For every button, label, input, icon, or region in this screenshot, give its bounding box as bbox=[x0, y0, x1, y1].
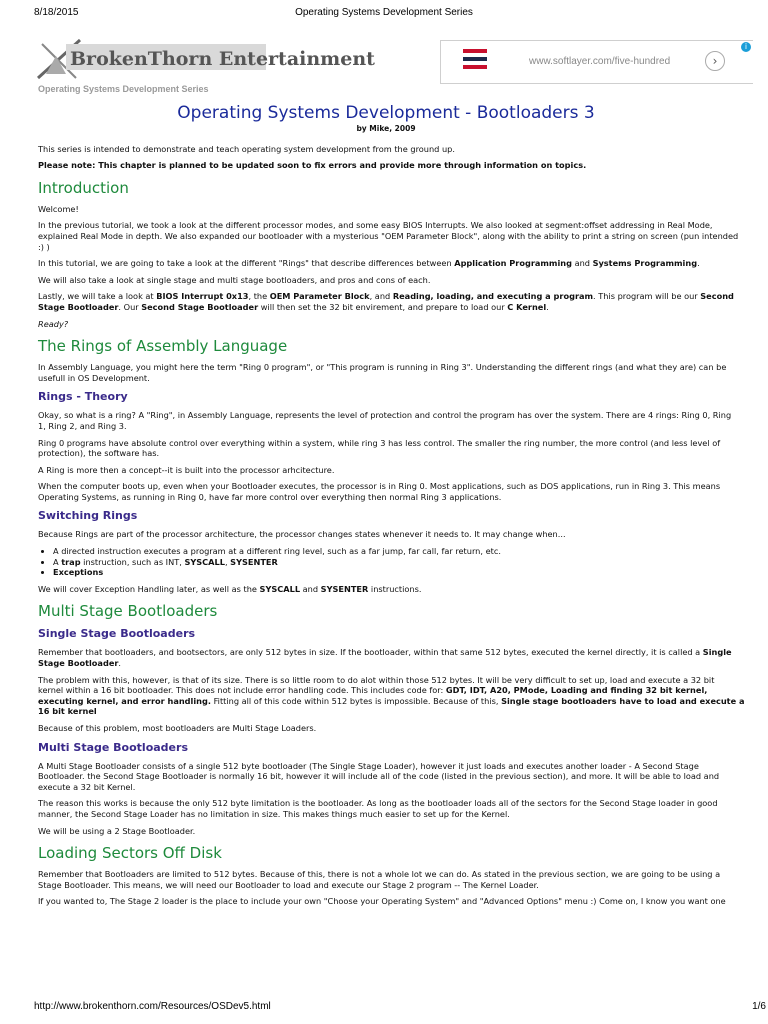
text-run: . This program will be our bbox=[593, 291, 701, 302]
text-run: . bbox=[546, 301, 549, 312]
text-line: explained Real Mode in depth. We also expanded our bootloader with a mysterious "OEM Parameter Block", along with the ability to print a string on screen (pun intended bbox=[38, 230, 739, 241]
text-run: instructions. bbox=[368, 583, 422, 594]
single-paragraph-1 bbox=[38, 647, 768, 668]
text-line: Bootloader. the Second Stage Bootloader is normally 16 bit, however it will include all of the code (listed in the previous section), and more. It will be able to load and bbox=[38, 771, 720, 782]
text-line bbox=[38, 647, 732, 657]
text-line: A Multi Stage Bootloader consists of a single 512 byte bootloader (The Single Stage Loader), however it just loads and executes another loader - A Second Stage bbox=[38, 760, 699, 771]
brokenthorn-logo[interactable] bbox=[36, 34, 375, 84]
text-run: , and bbox=[369, 291, 393, 302]
intro-paragraph-3: We will also take a look at single stage and multi stage bootloaders, and pros and cons of each. bbox=[38, 274, 431, 285]
single-paragraph-3: Because of this problem, most bootloaders are Multi Stage Loaders. bbox=[38, 723, 317, 733]
text-line: In the previous tutorial, we took a look at the different processor modes, and some easy BIOS Interrupts. We also looked at segment:offset addressing in Real Mode, bbox=[38, 220, 713, 231]
update-note bbox=[38, 160, 768, 171]
switching-paragraph-1: Because Rings are part of the processor architecture, the processor changes states whenever it needs to. It may change when... bbox=[38, 529, 566, 540]
text-run: In this tutorial, we are going to take a look at the different "Rings" that describe differences between bbox=[38, 258, 455, 269]
text-run: Stage Bootloader bbox=[38, 301, 119, 312]
rings-paragraph-1 bbox=[38, 362, 768, 383]
text-line: usefull in OS Development. bbox=[38, 372, 150, 383]
multi-paragraph-3: We will be using a 2 Stage Bootloader. bbox=[38, 825, 196, 836]
logo-text: BrokenThorn Entertainment bbox=[70, 48, 375, 70]
text-line: 16 bit kernel bbox=[38, 706, 97, 717]
text-line: Ring 0 programs have absolute control over everything within a system, while ring 3 has less control. The smaller the ring number, the more control (and less level of bbox=[38, 437, 721, 448]
text-run: kernel within a 16 bit bootloader. This does not include error handling code. This includes code for: bbox=[38, 685, 446, 696]
intro-paragraph-1 bbox=[38, 220, 768, 252]
text-line bbox=[38, 291, 734, 301]
series-link[interactable]: Operating Systems Development Series bbox=[38, 84, 209, 94]
heading-rings-theory: Rings - Theory bbox=[38, 390, 128, 404]
logo-graphic bbox=[36, 34, 375, 84]
text-run: SYSCALL bbox=[259, 583, 301, 594]
print-header bbox=[0, 0, 768, 24]
text-line bbox=[38, 696, 745, 706]
print-title: Operating Systems Development Series bbox=[295, 7, 473, 18]
text-run: Reading, loading, and executing a program bbox=[392, 291, 594, 302]
text-line bbox=[38, 302, 549, 312]
text-line: The reason this works is because the only 512 byte limitation is the bootloader. As long as the bootloader loads all of the sectors for the Second Stage loader in good bbox=[38, 798, 718, 809]
text-run: Single bbox=[702, 647, 732, 658]
text-line: manner, the Second Stage Loader has no limitation in size. This makes things much easier to set up for the Kernel. bbox=[38, 808, 510, 819]
welcome-text: Welcome! bbox=[38, 203, 79, 214]
byline: by Mike, 2009 bbox=[356, 124, 416, 133]
ad-url[interactable]: www.softlayer.com/five-hundred bbox=[529, 56, 671, 67]
ready-text: Ready? bbox=[38, 318, 69, 329]
text-run: Fitting all of this code within 512 bytes is impossible. Because of this, bbox=[210, 695, 502, 706]
text-line: protection), the software has. bbox=[38, 448, 160, 459]
text-run: , bbox=[224, 556, 231, 567]
intro-paragraph-4 bbox=[38, 291, 768, 312]
heading-rings: The Rings of Assembly Language bbox=[38, 337, 288, 356]
text-run: and bbox=[571, 258, 593, 269]
text-run: executing kernel, and error handling. bbox=[38, 695, 211, 706]
heading-switching-rings: Switching Rings bbox=[38, 509, 138, 523]
heading-multi-stage-bootloaders: Multi Stage Bootloaders bbox=[38, 740, 188, 754]
text-run: Exceptions bbox=[53, 567, 104, 578]
text-run: instruction, such as INT, bbox=[80, 556, 185, 567]
loading-paragraph-2: If you wanted to, The Stage 2 loader is the place to include your own "Choose your Operating System" and "Advanced Options" menu :) Come on, I know you want one bbox=[38, 896, 726, 907]
text-run: SYSCALL bbox=[184, 556, 225, 567]
ad-info-icon[interactable]: i bbox=[741, 42, 751, 52]
text-line: Stage Bootloader. This means, we will need our Bootloader to load and execute our Stage 2 program -- The Kernel Loader. bbox=[38, 879, 539, 890]
text-run: Remember that bootloaders, and bootsectors, are only 512 bytes in size. If the bootloader, within that same 512 bytes, executed the kernel directly, it is called a bbox=[38, 647, 703, 658]
text-run: trap bbox=[61, 556, 81, 567]
text-run: Second Stage Bootloader bbox=[141, 301, 259, 312]
list-item: • A directed instruction executes a program at a different ring level, such as a far jump, far call, far return, etc. bbox=[53, 546, 768, 557]
text-line bbox=[38, 658, 121, 668]
multi-paragraph-1 bbox=[38, 761, 768, 793]
multi-paragraph-2 bbox=[38, 798, 768, 819]
ring-change-list bbox=[38, 546, 768, 578]
theory-paragraph-3: A Ring is more then a concept--it is built into the processor arhcitecture. bbox=[38, 464, 335, 475]
text-line: Operating Systems, as running in Ring 0, have far more control over everything then normal Ring 3 applications. bbox=[38, 491, 502, 502]
chevron-right-icon[interactable]: › bbox=[705, 51, 725, 71]
loading-paragraph-1 bbox=[38, 869, 768, 890]
article-content bbox=[38, 102, 768, 913]
text-run: . bbox=[697, 258, 700, 269]
switching-paragraph-2 bbox=[38, 584, 768, 595]
theory-paragraph-4 bbox=[38, 481, 768, 502]
page-number: 1/6 bbox=[752, 1001, 766, 1012]
text-line: When the computer boots up, even when your Bootloader executes, the processor is in Ring 0. Most applications, such as DOS applications, run in Ring 3. This means bbox=[38, 481, 721, 492]
heading-loading-sectors: Loading Sectors Off Disk bbox=[38, 844, 222, 863]
heading-multi-stage: Multi Stage Bootloaders bbox=[38, 602, 218, 621]
list-item bbox=[53, 557, 768, 568]
print-footer bbox=[0, 1001, 768, 1021]
text-run: We will cover Exception Handling later, as well as the bbox=[38, 583, 260, 594]
text-run: BIOS Interrupt 0x13 bbox=[156, 291, 249, 302]
text-line: Okay, so what is a ring? A "Ring", in Assembly Language, represents the level of protection and control the program has over the system. There are 4 rings: Ring 0, Ring bbox=[38, 410, 732, 421]
text-run: OEM Parameter Block bbox=[269, 291, 370, 302]
text-run: , the bbox=[248, 291, 270, 302]
theory-paragraph-2 bbox=[38, 438, 768, 459]
heading-introduction: Introduction bbox=[38, 178, 129, 197]
text-run: Stage Bootloader bbox=[38, 658, 119, 669]
text-line: execute a 32 bit Kernel. bbox=[38, 781, 136, 792]
text-run: Systems Programming bbox=[592, 258, 698, 269]
text-run: SYSENTER bbox=[320, 583, 369, 594]
text-run: SYSENTER bbox=[230, 556, 278, 567]
text-run: and bbox=[300, 583, 321, 594]
text-run: GDT, IDT, A20, PMode, Loading and finding 32 bit kernel, bbox=[445, 685, 708, 696]
text-run: . bbox=[118, 658, 122, 669]
text-run: C Kernel bbox=[507, 301, 547, 312]
text-line: 1, Ring 2, and Ring 3. bbox=[38, 420, 127, 431]
text-run: Application Programming bbox=[454, 258, 572, 269]
text-run: Second bbox=[700, 291, 734, 302]
heading-single-stage: Single Stage Bootloaders bbox=[38, 627, 196, 641]
footer-url[interactable]: http://www.brokenthorn.com/Resources/OSDev5.html bbox=[34, 1001, 271, 1012]
advertisement-banner[interactable] bbox=[440, 40, 753, 84]
flag-icon bbox=[463, 49, 487, 75]
text-run: A bbox=[53, 556, 62, 567]
text-line bbox=[38, 685, 707, 695]
text-line: In Assembly Language, you might here the term "Ring 0 program", or "This program is running in Ring 3". Understanding the different rings (and what they are) can be bbox=[38, 362, 727, 373]
text-run: Lastly, we will take a look at bbox=[38, 291, 157, 302]
theory-paragraph-1 bbox=[38, 410, 768, 431]
print-date: 8/18/2015 bbox=[34, 7, 79, 18]
text-line: Remember that Bootloaders are limited to 512 bytes. Because of this, there is not a whole lot we can do. As stated in the previous section, we are going to be using a bbox=[38, 869, 721, 880]
intro-text: This series is intended to demonstrate and teach operating system development from the ground up. bbox=[38, 143, 455, 154]
page-title: Operating Systems Development - Bootloaders 3 bbox=[177, 103, 595, 123]
text-line: :) ) bbox=[38, 241, 50, 252]
text-run: will then set the 32 bit envirement, and prepare to load our bbox=[258, 301, 508, 312]
text-run: Single stage bootloaders have to load and execute a bbox=[501, 695, 745, 706]
single-paragraph-2 bbox=[38, 675, 768, 717]
update-note-text: Please note: This chapter is planned to be updated soon to fix errors and provide more through information on topics. bbox=[38, 160, 587, 171]
text-line: The problem with this, however, is that of its size. There is so little room to do alot within those 512 bytes. It will be very difficult to set up, load and execute a 32 bit bbox=[38, 674, 715, 685]
intro-paragraph-2 bbox=[38, 258, 768, 269]
list-item bbox=[53, 567, 768, 578]
text-run: . Our bbox=[118, 301, 142, 312]
